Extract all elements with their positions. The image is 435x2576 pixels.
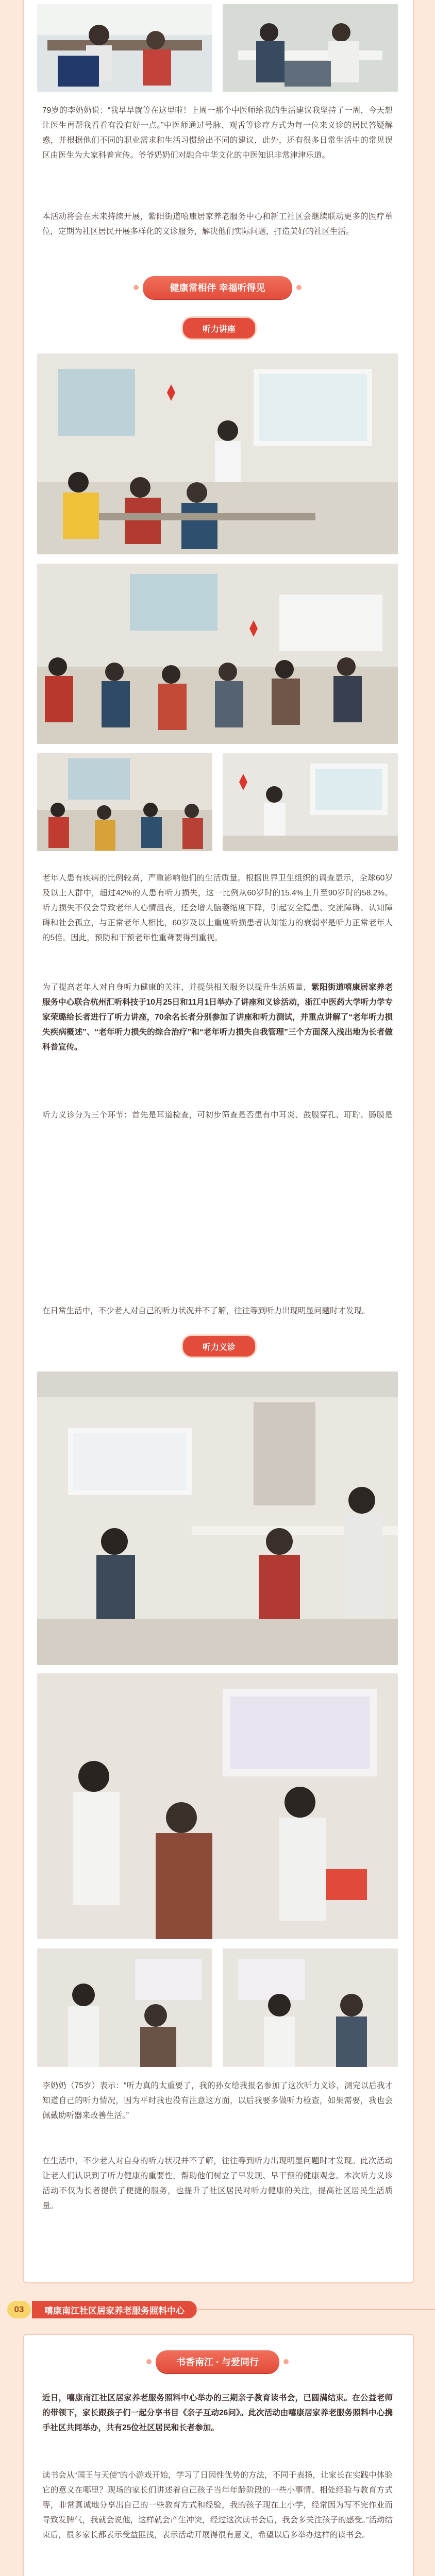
banner-reading: 书香南江 · 与爱同行: [156, 2350, 279, 2373]
lecture-paragraph-2-lead: 为了提高老年人对自身听力健康的关注，并提供相关服务以提升生活质量，: [42, 983, 312, 992]
lecture-paragraph-2-bold: 紫阳街道嘻康居家养老服务中心联合杭州汇听科技于10月25日和11月1日举办了讲座和义诊活动，浙江中医药大学听力学专家荣璐给长者进行了听力讲座，70余名长者分别参加了讲座和听力测试，并重点讲解了“老年听力损失疾病概述”、“老年听力损失的综合治疗”和“老年听力损失自我管理”三个方面深入浅出地为长者做科普宣传。: [42, 983, 393, 1052]
content-card-1: [23, 0, 414, 1124]
section-header-03: [0, 2298, 435, 2321]
clinic-photo-4: [223, 1948, 398, 2067]
clinic-photo-1: [37, 1371, 398, 1665]
intro-paragraph-2: 本活动将会在未来持续开展，紫阳街道嘻康居家养老服务中心和新工社区会继续联动更多的医疗单位，定期为社区居民开展多样化的义诊服务，解决他们实际问题，打造美好的社区生活。: [42, 212, 393, 236]
clinic-photo-2: [37, 1673, 398, 1939]
tag-hearing-lecture: 听力讲座: [181, 316, 257, 340]
volunteer-photo-right: [223, 4, 398, 92]
section-divider: [196, 2309, 435, 2310]
clinic-paragraph-2: 李奶奶（75岁）表示：“听力真的太重要了，我的孙女给我报名参加了这次听力义诊，测完以后我才知道自己的听力情况，因为平时我也没有注意这方面，以后我要多做听力检查，如果需要，我也会佩戴助听器来改善生活。”: [42, 2081, 393, 2120]
clinic-photo-3: [37, 1948, 212, 2067]
lecture-photo-3: [37, 753, 212, 851]
intro-paragraph-1: 79岁的李奶奶说：“我早早就等在这里啦！上周一那个中医师给我的生活建议我坚持了一周，今天想让医生再帮我看看有没有好一点。”中医师通过号脉、观舌等诊疗方式为每一位来义诊的居民答疑解惑，并根据他们不同的职业需求和生活习惯给出不同的建议，此外，还有很多日常生活中的常见误区由医生为大家科普宣传。爷爷奶奶们对融合中华文化的中医知识非常津津乐道。: [42, 106, 393, 160]
clinic-paragraph-1: 在日常生活中，不少老人对自己的听力状况并不了解，往往等到听力出现明显问题时才发现。: [42, 1307, 370, 1315]
lecture-paragraph-1: 老年人患有疾病的比例较高，严重影响他们的生活质量。根据世界卫生组织的调查显示，全球60岁及以上人群中，超过42%的人患有听力损失，这一比例从60岁时的15.4%上升至90岁时的58.2%。听力损失不仅会导致老年人心情沮丧，还会增大脑萎缩度下降，引起安全隐患、交流障碍、认知障碍和社会孤立，与正常老年人相比，60岁及以上重度听损患者认知能力的衰弱率是听力正常老年人的5倍。因此，预防和干预老年性重聋要得到重视。: [42, 874, 393, 942]
tag-hearing-clinic: 听力义诊: [181, 1334, 257, 1358]
section-number: 03: [7, 2301, 31, 2318]
volunteer-photo-left: [37, 4, 212, 92]
clinic-paragraph-3: 在生活中，不少老人对自身的听力状况并不了解，往往等到听力出现明显问题时才发现。此次活动让老人们认识到了听力健康的重要性，帮助他们树立了早发现、早干预的健康观念。本次听力义诊活动不仅为长者提供了便捷的服务，也提升了社区居民对听力健康的关注，提高社区居民生活质量。: [42, 2157, 393, 2210]
lecture-paragraph-2: [42, 980, 393, 1055]
lecture-photo-4: [223, 753, 398, 851]
lecture-photo-1: [37, 353, 398, 554]
section-title: 嘻康南江社区居家养老服务照料中心: [32, 2301, 197, 2318]
reading-paragraph-1-bold: 近日，嘻康南江社区居家养老服务照料中心举办的三期亲子教育读书会，已圆满结束。在公益老师的带领下，家长跟孩子们一起分享书目《亲子互动26问》。此次活动由嘻康居家养老服务照料中心携手社区共同举办，共有25位社区居民和长者参加。: [42, 2394, 393, 2432]
lecture-paragraph-3: 听力义诊分为三个环节：首先是耳道检查，可初步筛查是否患有中耳炎、鼓膜穿孔、耵聍、肠膜是: [42, 1111, 393, 1120]
lecture-photo-2: [37, 564, 398, 744]
reading-paragraph-2: 读书会从“国王与天使”的小游戏开始，学习了日因性优势的方法，不同于表扬，让家长在实践中体验它的意义在哪里？现场的家长们讲述着自己孩子当年年龄阶段的一些小事情、相处经验与教育方式等，非常真诚地分享出自己的一些教育方式和经验，我的孩子现在上小学，经常因为写不完作业而导致发脾气，我就会说他，这样就会产生冲突，经过这次读书会后，我会多关注孩子的感受。”活动结束后，很多家长都表示受益匪浅，表示活动开展得很有意义，希望以后多举办这样的读书会。: [42, 2471, 393, 2539]
banner-health-hearing: 健康常相伴 幸福听得见: [143, 276, 292, 299]
reading-paragraph-1: [42, 2391, 393, 2435]
